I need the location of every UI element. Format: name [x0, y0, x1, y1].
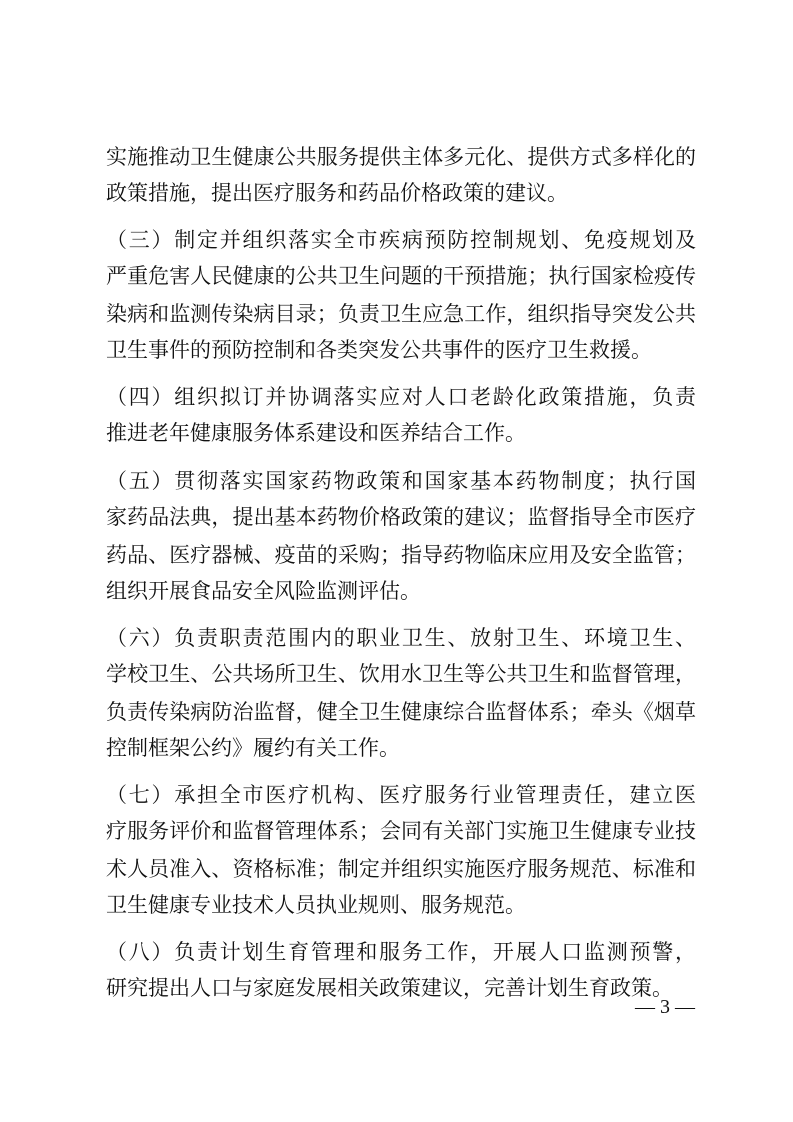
text-line: 控制框架公约》履约有关工作。 — [106, 736, 400, 760]
text-line: 学校卫生、公共场所卫生、饮用水卫生等公共卫生和监督管理， — [106, 662, 696, 686]
text-line: （八）负责计划生育管理和服务工作，开展人口监测预警， — [106, 940, 696, 964]
text-line: 推进老年健康服务体系建设和医养结合工作。 — [106, 421, 526, 445]
text-line: 政策措施，提出医疗服务和药品价格政策的建议。 — [106, 181, 568, 205]
text-line: 疗服务评价和监督管理体系；会同有关部门实施卫生健康专业技 — [106, 819, 696, 843]
text-line: 卫生健康专业技术人员执业规则、服务规范。 — [106, 893, 526, 917]
text-line: 研究提出人口与家庭发展相关政策建议，完善计划生育政策。 — [106, 976, 673, 1000]
text-line: 家药品法典，提出基本药物价格政策的建议；监督指导全市医疗 — [106, 505, 696, 529]
text-line: （六）负责职责范围内的职业卫生、放射卫生、环境卫生、 — [106, 626, 696, 650]
text-line: 染病和监测传染病目录；负责卫生应急工作，组织指导突发公共 — [106, 302, 696, 326]
text-line: 负责传染病防治监督，健全卫生健康综合监督体系；牵头《烟草 — [106, 700, 696, 724]
text-line: 严重危害人民健康的公共卫生问题的干预措施；执行国家检疫传 — [106, 264, 696, 288]
text-line: （七）承担全市医疗机构、医疗服务行业管理责任，建立医 — [106, 783, 696, 807]
text-line: 实施推动卫生健康公共服务提供主体多元化、提供方式多样化的 — [106, 145, 696, 169]
text-line: 术人员准入、资格标准；制定并组织实施医疗服务规范、标准和 — [106, 857, 696, 881]
text-line: （三）制定并组织落实全市疾病预防控制规划、免疫规划及 — [106, 228, 696, 252]
text-line: 组织开展食品安全风险监测评估。 — [106, 579, 421, 603]
text-line: 药品、医疗器械、疫苗的采购；指导药物临床应用及安全监管； — [106, 543, 696, 567]
page-number: — 3 — — [635, 996, 695, 1018]
text-line: 卫生事件的预防控制和各类突发公共事件的医疗卫生救援。 — [106, 338, 652, 362]
text-line: （四）组织拟订并协调落实应对人口老龄化政策措施，负责 — [106, 385, 696, 409]
text-line: （五）贯彻落实国家药物政策和国家基本药物制度；执行国 — [106, 469, 696, 493]
